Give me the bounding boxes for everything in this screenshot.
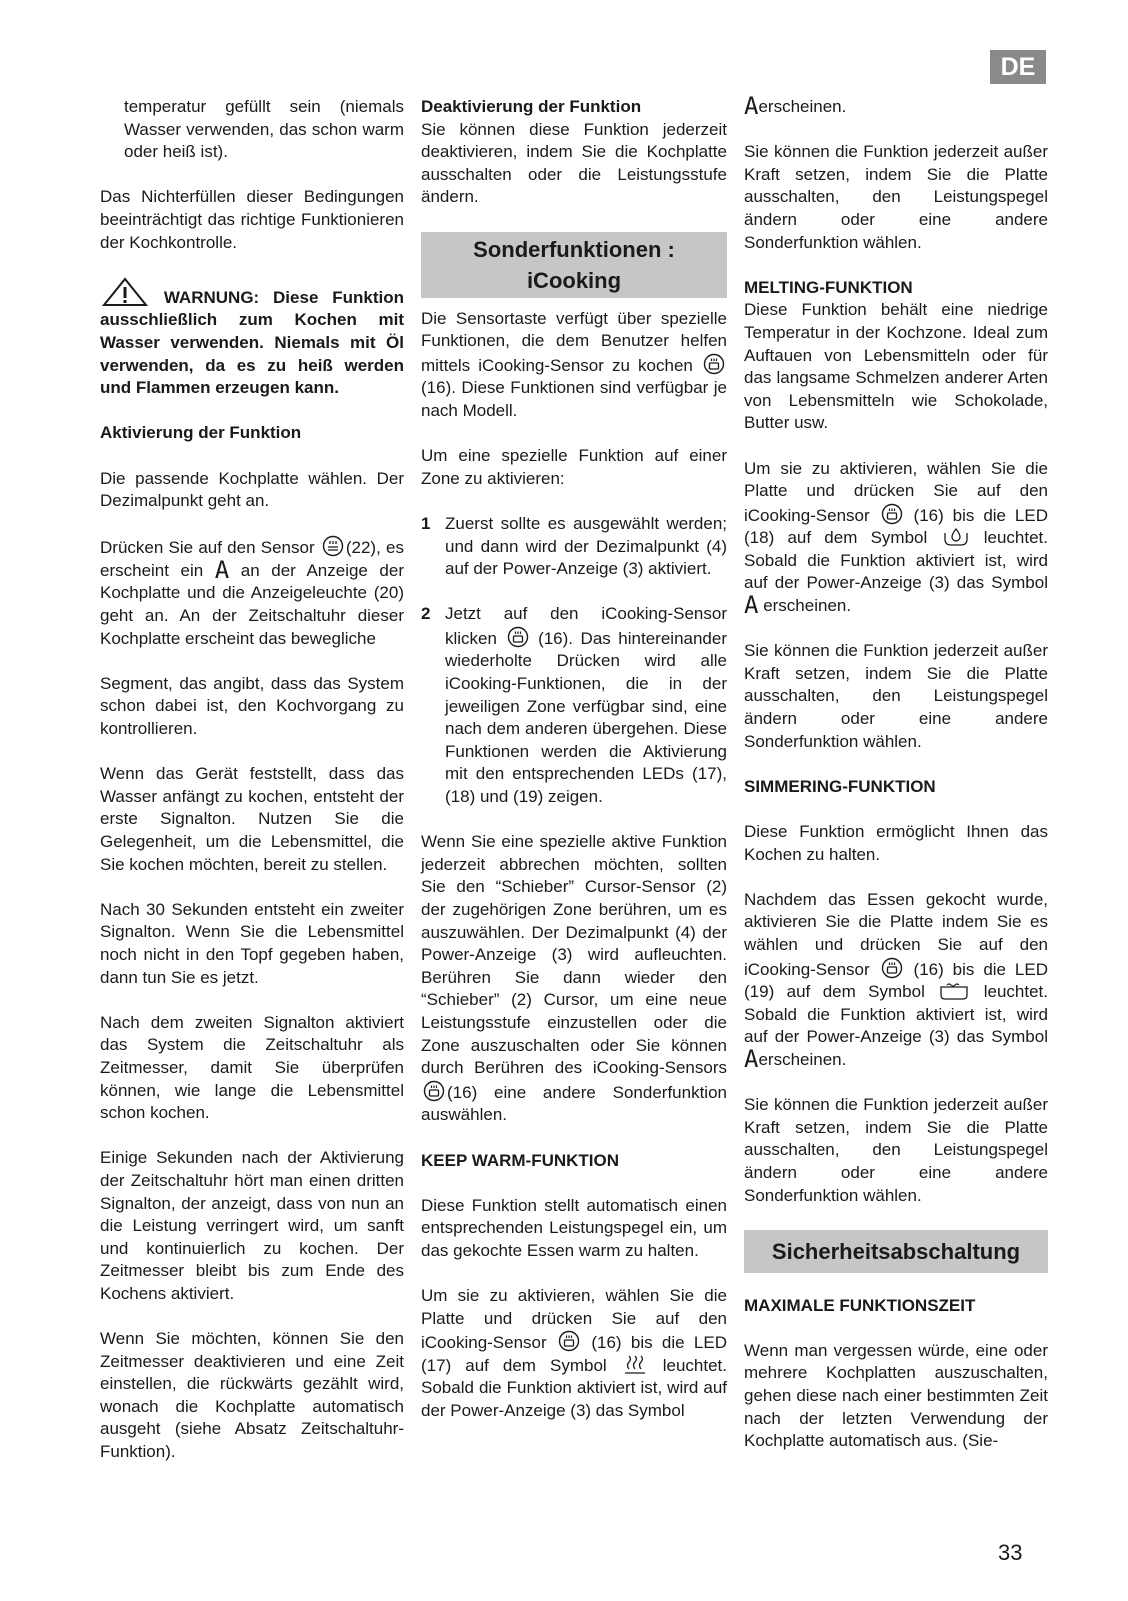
paragraph-keep-warm-activation: Um sie zu aktivieren, wählen Sie die Platte und drücken Sie auf den iCooking-Sensor (16) bis die LED (17) auf dem Symbol leuchtet. Sobald die Funktion aktiviert ist, wird auf der Power-Anzeige (3) das Symbol [421,1286,728,1421]
simmering-symbol-icon [939,981,969,1001]
column-right [744,92,1048,1475]
paragraph: Nach 30 Sekunden entsteht ein zweiter Signalton. Wenn Sie die Lebensmittel noch nicht in den Topf gegeben haben, dann tun Sie es jetzt. [100,899,404,987]
paragraph: Wenn Sie möchten, können Sie den Zeitmesser deaktivieren und eine Zeit einstellen, die rückwärts gezählt wird, wonach die Kochplatte automatisch ausgeht (siehe Absatz Zeitschaltuhr-Funktion). [100,1329,404,1462]
paragraph: Einige Sekunden nach der Aktivierung der Zeitschaltuhr hört man einen dritten Signalton, der anzeigt, dass von nun an die Leistung verringert wird, um sanft und kontinuierlich zu kochen. Der Zeitmesser bleibt bis zum Ende des Kochens aktiviert. [100,1148,404,1303]
section-title-safety-shutdown: Sicherheitsabschaltung [744,1230,1048,1273]
list-item: 1 Zuerst sollte es ausgewählt werden; und dann wird der Dezimalpunkt (4) auf der Power-Anzeige (3) aktiviert. [421,513,727,579]
paragraph: Nach dem zweiten Signalton aktiviert das System die Zeitschaltuhr als Zeitmesser, damit Sie überprüfen können, wie lange die Lebensmittel schon kochen. [100,1012,404,1123]
icooking-sensor-icon [558,1330,580,1352]
warning-text: WARNUNG: Diese Funktion ausschließlich zum Kochen mit Wasser verwenden. Niemals mit Öl verwenden, da es zu heiß werden und Flammen erzeugen kann. [100,287,404,398]
paragraph: Das Nichterfüllen dieser Bedingungen beeinträchtigt das richtige Funktionieren der Kochkontrolle. [100,187,404,252]
heading-deactivation: Deaktivierung der Funktion [421,97,642,116]
heading-simmering: SIMMERING-FUNKTION [744,776,936,796]
paragraph-appear: Aerscheinen. [744,92,847,120]
warning-triangle-icon [102,277,148,307]
paragraph-melting-activation: Um sie zu aktivieren, wählen Sie die Platte und drücken Sie auf den iCooking-Sensor (16) bis die LED (18) auf dem Symbol leuchtet. Sobald die Funktion aktiviert ist, wird auf der Power-Anzeige (3) das Symbol A erscheinen. [744,458,1048,620]
paragraph: Segment, das angibt, dass das System schon dabei ist, den Kochvorgang zu kontrollieren. [100,673,404,739]
icooking-sensor-icon [703,353,725,375]
paragraph: Um eine spezielle Funktion auf einer Zone zu aktivieren: [421,446,727,488]
paragraph: Die passende Kochplatte wählen. Der Dezimalpunkt geht an. [100,468,404,511]
paragraph: Diese Funktion stellt automatisch einen entsprechenden Leistungspegel ein, um das gekochte Essen warm zu halten. [421,1195,727,1260]
melting-symbol-icon [943,527,969,547]
paragraph-simmering-activation: Nachdem das Essen gekocht wurde, aktivieren Sie die Platte indem Sie es wählen und drücken Sie auf den iCooking-Sensor (16) bis die LED (19) auf dem Symbol leuchtet. Sobald die Funktion aktiviert ist, wird auf der Power-Anzeige (3) das Symbol Aerscheinen. [744,889,1048,1073]
list-item: 2 Jetzt auf den iCooking-Sensor klicken (16). Das hintereinander wiederholte Drücken wird alle iCooking-Funktionen, die in der jeweiligen Zone verfügbar sind, eine nach dem anderen übergehen. Diese Funktionen werden die Aktivierung mit den entsprechenden LEDs (17), (18) und (19) zeigen. [421,604,728,807]
icooking-sensor-icon [423,1080,445,1102]
paragraph: temperatur gefüllt sein (niemals Wasser verwenden, das schon warm oder heiß ist). [124,97,404,162]
paragraph: Wenn das Gerät feststellt, dass das Wasser anfängt zu kochen, entsteht der erste Signalton. Nutzen Sie die Gelegenheit, um die Lebensmittel, die Sie kochen möchten, bereit zu stellen. [100,764,404,874]
paragraph: Sie können die Funktion jederzeit außer Kraft setzen, indem Sie die Platte ausschalten, den Leistungspegel ändern oder eine andere Sonderfunktion wählen. [744,641,1048,751]
heading-activation: Aktivierung der Funktion [100,423,302,443]
section-title-icooking: Sonderfunktionen : iCooking [421,232,727,298]
a-symbol-icon: A [744,1044,759,1073]
paragraph: Diese Funktion ermöglicht Ihnen das Kochen zu halten. [744,822,1048,864]
paragraph: Sie können diese Funktion jederzeit deaktivieren, indem Sie die Kochplatte ausschalten oder die Leistungsstufe ändern. [421,119,727,207]
column-left [100,96,404,1486]
sensor-pot-icon [322,535,344,557]
icooking-sensor-icon [507,626,529,648]
heading-melting: MELTING-FUNKTION [744,277,913,297]
language-code: DE [1000,52,1036,81]
paragraph-sensor: Drücken Sie auf den Sensor (22), es erscheint ein A an der Anzeige der Kochplatte und die Anzeigeleuchte (20) geht an. An der Zeitschaltuhr dieser Kochplatte erscheint das bewegliche [100,535,404,650]
page-number: 33 [998,1540,1023,1565]
paragraph: Diese Funktion behält eine niedrige Temperatur in der Kochzone. Ideal zum Auftauen von Lebensmitteln oder für das langsame Schmelzen anderer Arten von Lebensmitteln wie Schokolade, Butter usw. [744,300,1048,433]
heading-max-time: MAXIMALE FUNKTIONSZEIT [744,1295,976,1315]
a-symbol-icon: A [214,555,230,584]
heading-keep-warm: KEEP WARM-FUNKTION [421,1150,620,1170]
paragraph: Sie können die Funktion jederzeit außer Kraft setzen, indem Sie die Platte ausschalten, den Leistungspegel ändern oder eine andere Sonderfunktion wählen. [744,142,1048,252]
a-symbol-icon: A [744,591,759,620]
language-badge [990,50,1046,84]
paragraph: Sie können die Funktion jederzeit außer Kraft setzen, indem Sie die Platte ausschalten, den Leistungspegel ändern oder eine andere Sonderfunktion wählen. [744,1095,1048,1205]
paragraph-cancel: Wenn Sie eine spezielle aktive Funktion jederzeit abbrechen möchten, sollten Sie den “Schieber” Cursor-Sensor (2) der zugehörigen Zone berühren, um es auszuwählen. Der Dezimalpunkt (4) der Power-Anzeige (3) wird aufleuchten. Berühren Sie dann wieder den “Schieber” (2) Cursor, um eine neue Leistungsstufe einzustellen oder die Zone auszuschalten oder Sie können durch Berühren des iCooking-Sensors (16) eine andere Sonderfunktion auswählen. [421,832,727,1125]
icooking-sensor-icon [881,503,903,525]
keep-warm-symbol-icon [623,1355,647,1375]
a-symbol-icon: A [744,92,759,120]
paragraph-icooking: Die Sensortaste verfügt über spezielle Funktionen, die dem Benutzer helfen mittels iCooking-Sensor zu kochen (16). Diese Funktionen sind verfügbar je nach Modell. [421,308,727,420]
icooking-sensor-icon [881,957,903,979]
paragraph: Wenn man vergessen würde, eine oder mehrere Kochplatten auszuschalten, gehen diese nach einer bestimmten Zeit nach der letzten Verwendung der Kochplatte automatisch aus. (Sie- [744,1340,1048,1451]
column-middle [421,96,727,1445]
warning-paragraph [100,277,404,400]
